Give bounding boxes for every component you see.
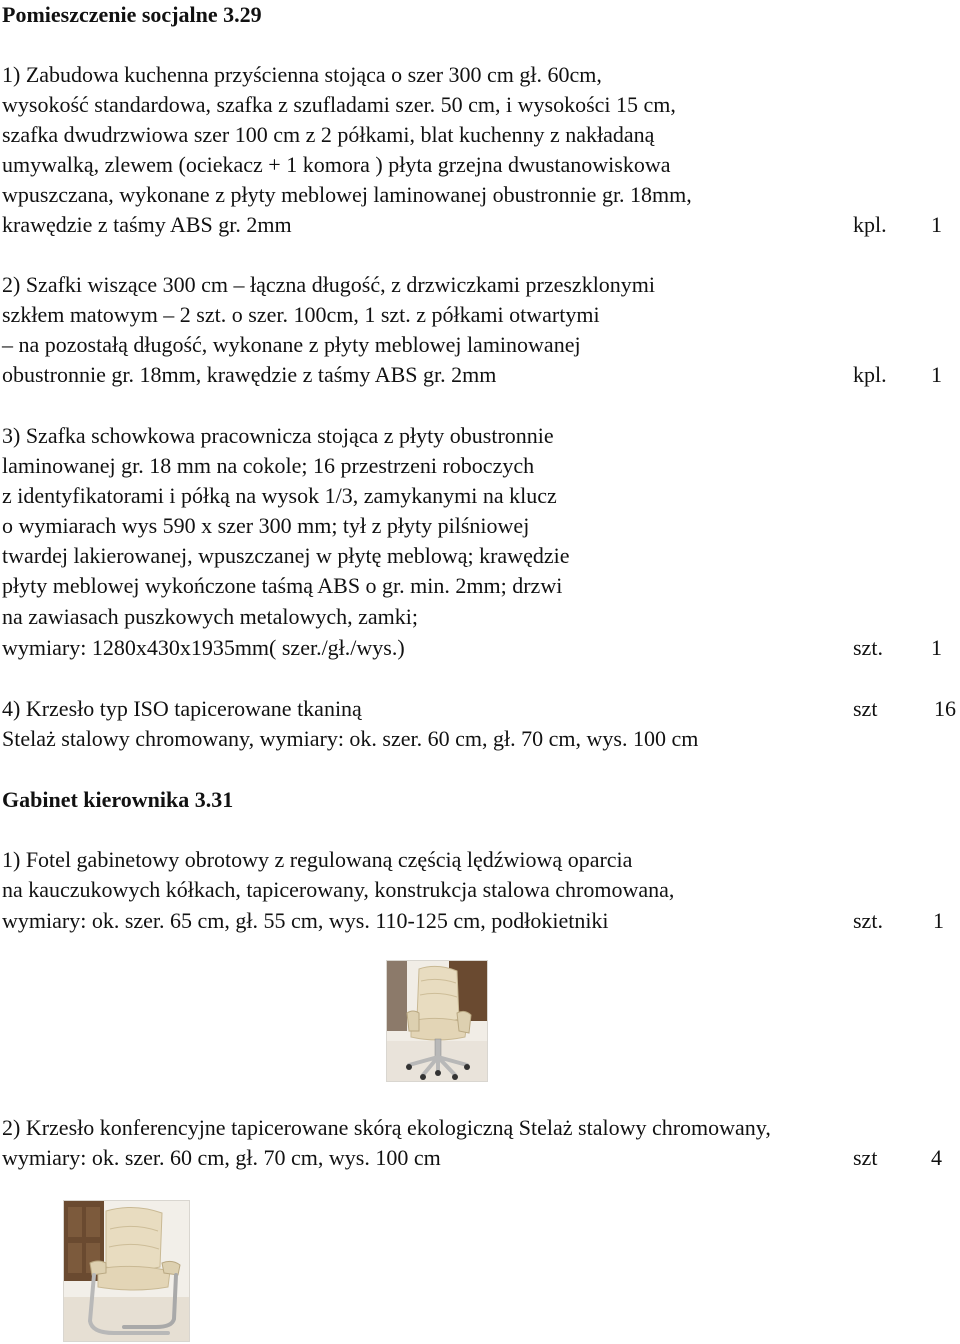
item-1-line-1: 1) Zabudowa kuchenna przyścienna stojąca o szer 300 cm gł. 60cm, [2,62,602,87]
item-5-line-3: wymiary: ok. szer. 65 cm, gł. 55 cm, wys. 110-125 cm, podłokietniki [2,908,609,933]
item-3-line-7: na zawiasach puszkowych metalowych, zamki; [2,604,419,629]
item-3-line-5: twardej lakierowanej, wpuszczanej w płytę meblową; krawędzie [2,543,570,568]
item-3-line-1: 3) Szafka schowkowa pracownicza stojąca z płyty obustronnie [2,423,554,448]
item-5-unit: szt. [853,908,883,933]
item-6-line-2: wymiary: ok. szer. 60 cm, gł. 70 cm, wys. 100 cm [2,1145,441,1170]
item-4-line-1: 4) Krzesło typ ISO tapicerowane tkaniną [2,696,362,721]
item-1-line-4: umywalką, zlewem (ociekacz + 1 komora ) płyta grzejna dwustanowiskowa [2,152,671,177]
section-title-gabinet: Gabinet kierownika 3.31 [2,787,234,812]
item-1-line-6: krawędzie z taśmy ABS gr. 2mm [2,212,292,237]
item-5-qty: 1 [933,908,944,933]
office-armchair-photo [386,960,488,1082]
item-2-line-3: – na pozostałą długość, wykonane z płyty meblowej laminowanej [2,332,581,357]
item-3-line-3: z identyfikatorami i półką na wysok 1/3, zamykanymi na klucz [2,483,557,508]
conference-chair-photo [63,1200,190,1342]
item-1-qty: 1 [931,212,942,237]
item-1-line-2: wysokość standardowa, szafka z szufladami szer. 50 cm, i wysokości 15 cm, [2,92,676,117]
item-3-line-6: płyty meblowej wykończone taśmą ABS o gr. min. 2mm; drzwi [2,573,563,598]
item-6-unit: szt [853,1145,878,1170]
item-3-unit: szt. [853,635,883,660]
item-4-line-2: Stelaż stalowy chromowany, wymiary: ok. szer. 60 cm, gł. 70 cm, wys. 100 cm [2,726,699,751]
item-5-line-1: 1) Fotel gabinetowy obrotowy z regulowaną częścią lędźwiową oparcia [2,847,633,872]
item-2-line-4: obustronnie gr. 18mm, krawędzie z taśmy ABS gr. 2mm [2,362,497,387]
item-1-line-3: szafka dwudrzwiowa szer 100 cm z 2 półkami, blat kuchenny z nakładaną [2,122,655,147]
item-4-unit: szt [853,696,878,721]
item-3-qty: 1 [931,635,942,660]
item-6-line-1: 2) Krzesło konferencyjne tapicerowane skórą ekologiczną Stelaż stalowy chromowany, [2,1115,771,1140]
section-title-socjalne: Pomieszczenie socjalne 3.29 [2,2,262,27]
item-2-unit: kpl. [853,362,887,387]
item-3-line-2: laminowanej gr. 18 mm na cokole; 16 przestrzeni roboczych [2,453,535,478]
item-3-line-8: wymiary: 1280x430x1935mm( szer./gł./wys.) [2,635,405,660]
item-1-unit: kpl. [853,212,887,237]
item-6-qty: 4 [931,1145,942,1170]
item-1-line-5: wpuszczana, wykonane z płyty meblowej laminowanej obustronnie gr. 18mm, [2,182,692,207]
item-2-line-2: szkłem matowym – 2 szt. o szer. 100cm, 1 szt. z półkami otwartymi [2,302,600,327]
item-5-line-2: na kauczukowych kółkach, tapicerowany, konstrukcja stalowa chromowana, [2,877,675,902]
item-3-line-4: o wymiarach wys 590 x szer 300 mm; tył z płyty pilśniowej [2,513,530,538]
item-2-line-1: 2) Szafki wiszące 300 cm – łączna długość, z drzwiczkami przeszklonymi [2,272,656,297]
item-4-qty: 16 [934,696,956,721]
item-2-qty: 1 [931,362,942,387]
